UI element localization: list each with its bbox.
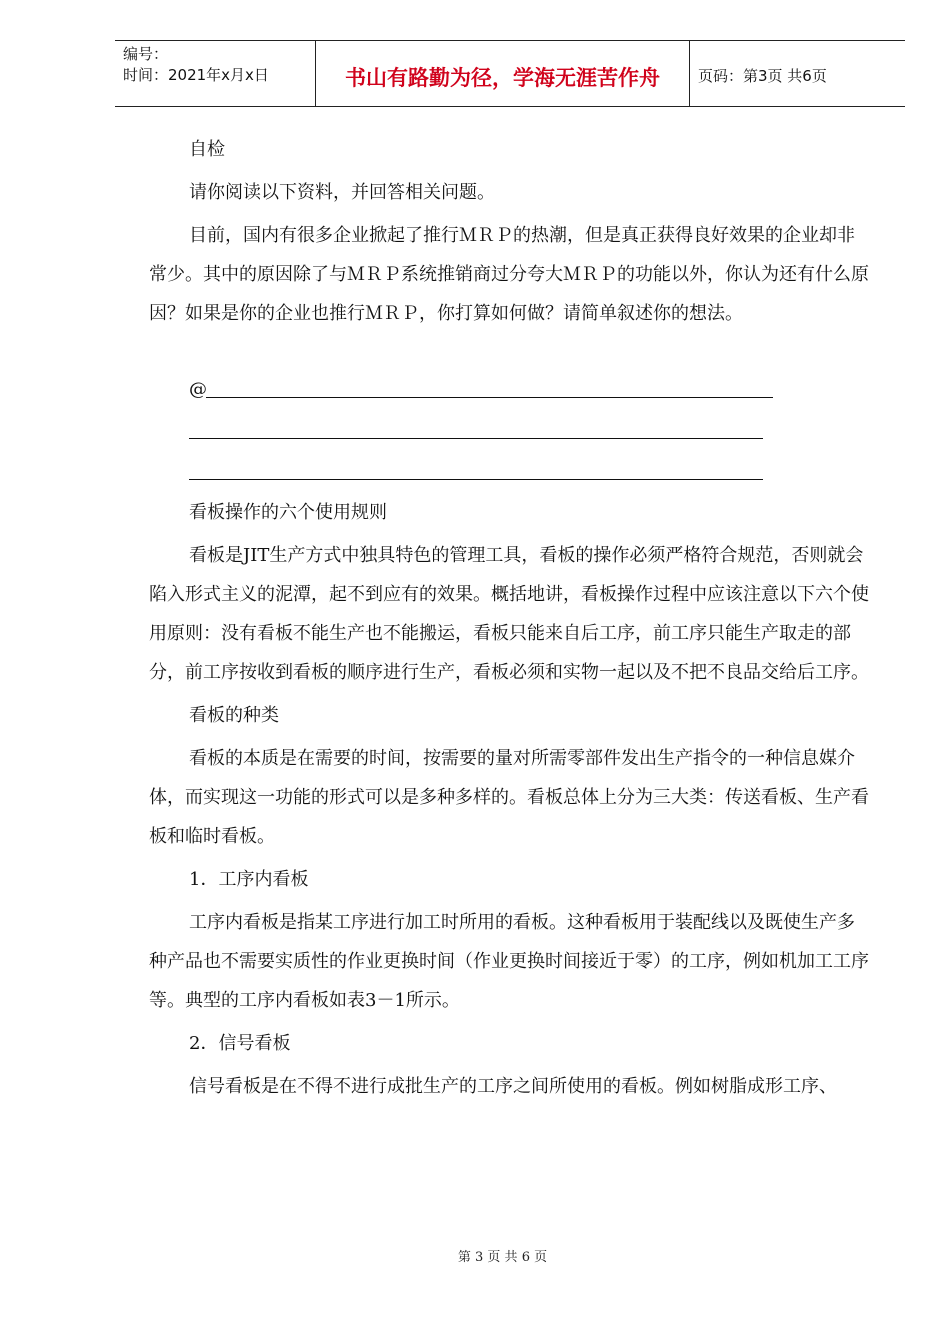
instruction-paragraph: 请你阅读以下资料，并回答相关问题。 (189, 182, 495, 203)
document-body (149, 130, 869, 1106)
page-footer: 第 3 页 共 6 页 (457, 1250, 548, 1265)
self-check-heading: 自检 (189, 139, 225, 160)
answer-line-1[interactable] (189, 367, 869, 408)
answer-line-3[interactable] (189, 449, 869, 490)
date-line: 时间：2021年x月x日 (123, 66, 269, 84)
header-page-info: 页码：第3页 共6页 (698, 67, 827, 85)
answer-rule (189, 479, 763, 480)
header-motto: 书山有路勤为径，学海无涯苦作舟 (316, 41, 690, 106)
answer-rule (206, 397, 773, 398)
section1-paragraph: 工序内看板是指某工序进行加工时所用的看板。这种看板用于装配线以及既使生产多种产品也不需要实质性的作业更换时间（作业更换时间接近于零）的工序，例如机加工工序等。典型的工序内看板如表3－1所示。 (149, 912, 869, 1011)
types-paragraph: 看板的本质是在需要的时间，按需要的量对所需零部件发出生产指令的一种信息媒介体，而实现这一功能的形式可以是多种多样的。看板总体上分为三大类：传送看板、生产看板和临时看板。 (149, 748, 869, 847)
header-table (115, 40, 905, 107)
rules-paragraph: 看板是JIT生产方式中独具特色的管理工具，看板的操作必须严格符合规范，否则就会陷入形式主义的泥潭，起不到应有的效果。概括地讲，看板操作过程中应该注意以下六个使用原则：没有看板不能生产也不能搬运，看板只能来自后工序，前工序只能生产取走的部分，前工序按收到看板的顺序进行生产，看板必须和实物一起以及不把不良品交给后工序。 (149, 545, 869, 683)
question-paragraph: 目前，国内有很多企业掀起了推行ＭＲＰ的热潮，但是真正获得良好效果的企业却非常少。其中的原因除了与ＭＲＰ系统推销商过分夸大ＭＲＰ的功能以外，你认为还有什么原因？如果是你的企业也推行ＭＲＰ，你打算如何做？请简单叙述你的想法。 (149, 225, 869, 324)
number-label: 编号： (123, 45, 169, 63)
types-heading: 看板的种类 (189, 705, 279, 726)
section2-heading: 2．信号看板 (189, 1033, 291, 1054)
answer-rule (189, 438, 763, 439)
section2-paragraph: 信号看板是在不得不进行成批生产的工序之间所使用的看板。例如树脂成形工序、 (189, 1076, 837, 1097)
rules-heading: 看板操作的六个使用规则 (189, 502, 387, 523)
section1-heading: 1．工序内看板 (189, 869, 309, 890)
answer-line-2[interactable] (189, 408, 869, 449)
header-meta-cell (115, 41, 316, 106)
answer-prefix: @ (189, 379, 207, 400)
